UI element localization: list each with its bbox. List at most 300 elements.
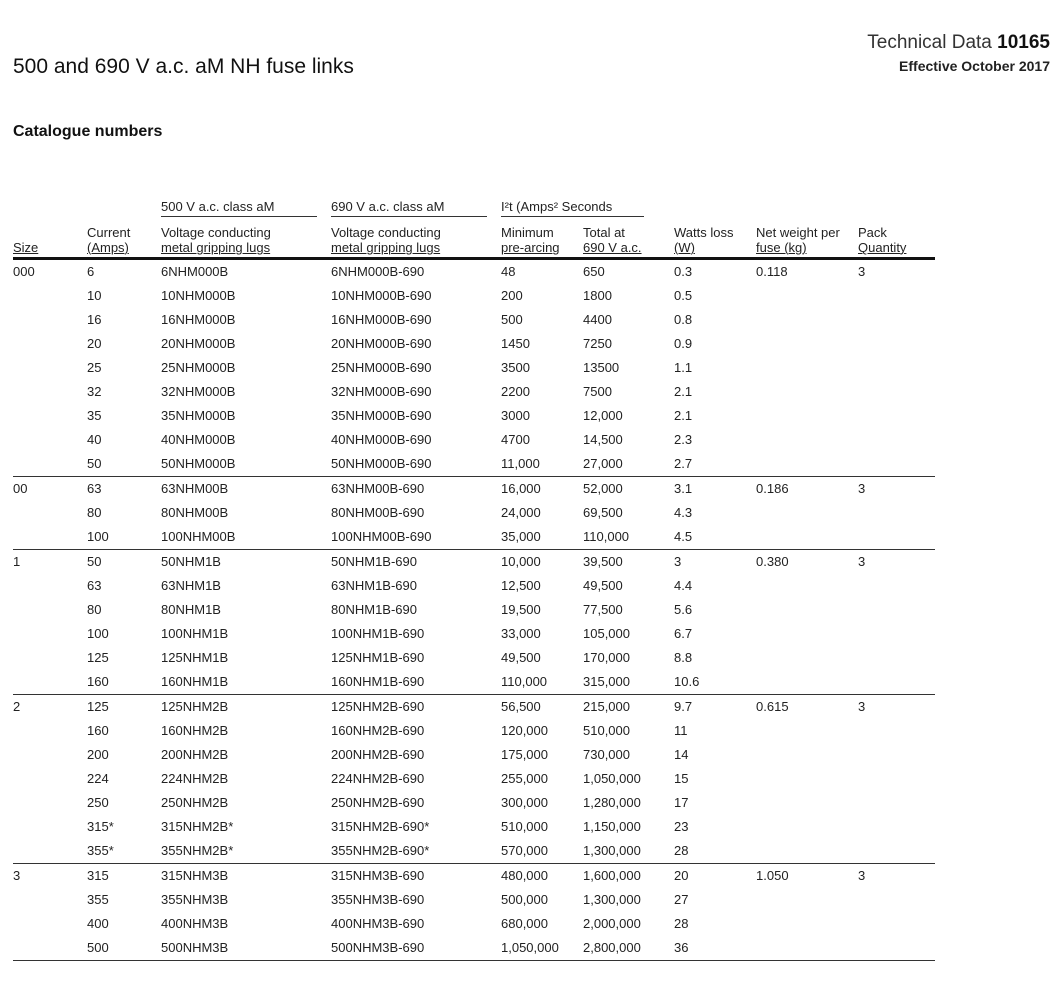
cell-min: 3500	[501, 360, 530, 375]
cell-min: 200	[501, 288, 523, 303]
header-right	[867, 32, 1050, 74]
cell-watts: 0.8	[674, 312, 693, 327]
cell-v500: 160NHM2B	[161, 723, 229, 738]
cell-weight	[756, 574, 858, 598]
cell-v500: 20NHM000B	[161, 336, 236, 351]
cell-watts: 27	[674, 892, 689, 907]
cell-min: 500	[501, 312, 523, 327]
group-header-500v: 500 V a.c. class aM	[161, 199, 317, 217]
cell-watts: 9.7	[674, 695, 756, 720]
cell-size	[13, 670, 87, 695]
cell-v690: 315NHM3B-690	[331, 864, 501, 889]
cell-v690: 40NHM000B-690	[331, 432, 432, 447]
cell-size	[13, 815, 87, 839]
cell-v690: 20NHM000B-690	[331, 336, 432, 351]
table-row	[13, 550, 935, 575]
cell-size	[13, 743, 87, 767]
column-header-min	[501, 217, 583, 259]
cell-weight	[756, 791, 858, 815]
cell-watts: 3	[674, 550, 756, 575]
cell-size	[13, 404, 87, 428]
cell-weight	[756, 912, 858, 936]
cell-size	[13, 428, 87, 452]
cell-current: 63	[87, 477, 161, 502]
cell-v500: 63NHM00B	[161, 477, 331, 502]
cell-v500: 40NHM000B	[161, 432, 236, 447]
cell-current: 50	[87, 456, 102, 471]
cell-size	[13, 308, 87, 332]
cell-v500: 315NHM3B	[161, 864, 331, 889]
cell-size	[13, 622, 87, 646]
cell-total: 215,000	[583, 695, 674, 720]
cell-v690: 10NHM000B-690	[331, 288, 432, 303]
cell-total: 1,150,000	[583, 819, 641, 834]
cell-current: 16	[87, 312, 102, 327]
catalogue-table	[13, 196, 935, 961]
cell-watts: 2.1	[674, 384, 693, 399]
column-header-line: Watts loss	[674, 225, 734, 240]
cell-watts: 14	[674, 747, 689, 762]
cell-weight: 0.380	[756, 550, 858, 575]
cell-v690: 315NHM2B-690*	[331, 819, 430, 834]
cell-min: 120,000	[501, 723, 548, 738]
cell-watts: 3.1	[674, 477, 756, 502]
cell-watts: 4.5	[674, 529, 693, 544]
cell-total: 1,050,000	[583, 771, 641, 786]
cell-v690: 100NHM00B-690	[331, 529, 432, 544]
cell-min: 56,500	[501, 695, 583, 720]
table-row	[13, 622, 935, 646]
cell-watts: 2.3	[674, 432, 693, 447]
cell-min: 10,000	[501, 550, 583, 575]
column-header-v500	[161, 217, 331, 259]
cell-watts: 28	[674, 843, 689, 858]
cell-watts: 36	[674, 936, 756, 961]
cell-min: 49,500	[501, 650, 541, 665]
cell-v690: 50NHM000B-690	[331, 456, 432, 471]
column-header-row	[13, 217, 935, 259]
cell-total: 170,000	[583, 650, 630, 665]
table-row	[13, 646, 935, 670]
cell-size	[13, 791, 87, 815]
cell-total: 2,000,000	[583, 916, 641, 931]
cell-v500: 10NHM000B	[161, 288, 236, 303]
cell-total: 39,500	[583, 550, 674, 575]
cell-min: 3000	[501, 408, 530, 423]
cell-v500: 16NHM000B	[161, 312, 236, 327]
cell-min: 2200	[501, 384, 530, 399]
column-header-line: Total at	[583, 225, 625, 240]
cell-min: 255,000	[501, 771, 548, 786]
cell-size	[13, 501, 87, 525]
cell-v500: 63NHM1B	[161, 578, 221, 593]
cell-watts: 0.3	[674, 264, 693, 279]
cell-weight	[756, 380, 858, 404]
cell-v690: 160NHM2B-690	[331, 723, 425, 738]
cell-total: 1,600,000	[583, 864, 674, 889]
cell-pack	[858, 525, 935, 550]
cell-size	[13, 646, 87, 670]
column-header-line: 690 V a.c.	[583, 240, 642, 255]
cell-current: 250	[87, 795, 109, 810]
cell-current: 125	[87, 695, 161, 720]
table-row	[13, 356, 935, 380]
cell-size	[13, 574, 87, 598]
cell-pack	[858, 719, 935, 743]
cell-current: 160	[87, 674, 109, 689]
cell-current: 10	[87, 288, 102, 303]
cell-size	[13, 452, 87, 477]
cell-min: 12,500	[501, 578, 541, 593]
column-header-current	[87, 217, 161, 259]
cell-v690: 35NHM000B-690	[331, 408, 432, 423]
cell-weight	[756, 525, 858, 550]
cell-pack	[858, 839, 935, 864]
cell-min: 24,000	[501, 505, 541, 520]
cell-pack	[858, 501, 935, 525]
cell-min: 480,000	[501, 864, 583, 889]
group-header-690v: 690 V a.c. class aM	[331, 199, 487, 217]
cell-watts: 2.7	[674, 456, 693, 471]
cell-size: 3	[13, 864, 87, 889]
cell-min: 11,000	[501, 456, 540, 471]
cell-v690: 250NHM2B-690	[331, 795, 425, 810]
group-header-row	[13, 196, 935, 217]
cell-min: 48	[501, 264, 516, 279]
cell-weight	[756, 356, 858, 380]
cell-weight	[756, 598, 858, 622]
cell-v690: 25NHM000B-690	[331, 360, 432, 375]
column-header-line: Voltage conducting	[331, 225, 441, 240]
cell-pack: 3	[858, 550, 935, 575]
column-header-pack	[858, 217, 935, 259]
cell-total: 1800	[583, 288, 612, 303]
column-header-line: Minimum	[501, 225, 554, 240]
column-header-line: Size	[13, 240, 39, 255]
cell-min: 35,000	[501, 529, 541, 544]
cell-total: 1,300,000	[583, 892, 641, 907]
cell-total: 13500	[583, 360, 620, 375]
cell-v500: 355NHM2B*	[161, 843, 234, 858]
cell-v500: 100NHM1B	[161, 626, 229, 641]
cell-v500: 125NHM1B	[161, 650, 229, 665]
cell-pack	[858, 815, 935, 839]
column-header-total	[583, 217, 674, 259]
cell-pack	[858, 888, 935, 912]
cell-current: 315*	[87, 819, 114, 834]
cell-pack	[858, 356, 935, 380]
cell-v500: 160NHM1B	[161, 674, 229, 689]
cell-size: 1	[13, 550, 87, 575]
cell-total: 69,500	[583, 505, 623, 520]
tech-label: Technical Data	[867, 32, 992, 53]
cell-min: 1,050,000	[501, 936, 583, 961]
column-header-line: metal gripping lugs	[161, 240, 271, 255]
cell-size	[13, 936, 87, 961]
cell-v500: 80NHM00B	[161, 505, 229, 520]
cell-v500: 25NHM000B	[161, 360, 236, 375]
cell-weight	[756, 501, 858, 525]
cell-pack	[858, 452, 935, 477]
cell-watts: 10.6	[674, 674, 700, 689]
cell-pack	[858, 767, 935, 791]
cell-total: 1,300,000	[583, 843, 641, 858]
cell-v500: 500NHM3B	[161, 936, 331, 961]
cell-watts: 8.8	[674, 650, 693, 665]
cell-watts: 17	[674, 795, 689, 810]
table-row	[13, 864, 935, 889]
table-row	[13, 574, 935, 598]
cell-pack: 3	[858, 695, 935, 720]
table-row	[13, 695, 935, 720]
cell-watts: 4.4	[674, 578, 693, 593]
cell-current: 63	[87, 578, 102, 593]
cell-v690: 224NHM2B-690	[331, 771, 425, 786]
cell-weight	[756, 452, 858, 477]
cell-pack	[858, 332, 935, 356]
cell-size	[13, 839, 87, 864]
cell-min: 680,000	[501, 916, 548, 931]
cell-weight	[756, 815, 858, 839]
cell-v500: 32NHM000B	[161, 384, 236, 399]
cell-min: 300,000	[501, 795, 548, 810]
cell-v500: 400NHM3B	[161, 916, 229, 931]
table-row	[13, 888, 935, 912]
effective-date: Effective October 2017	[899, 58, 1050, 74]
document-title: 500 and 690 V a.c. aM NH fuse links	[13, 55, 354, 78]
cell-pack	[858, 380, 935, 404]
cell-total: 49,500	[583, 578, 623, 593]
cell-total: 2,800,000	[583, 936, 674, 961]
cell-current: 160	[87, 723, 109, 738]
cell-current: 32	[87, 384, 102, 399]
cell-weight: 0.186	[756, 477, 858, 502]
column-header-weight	[756, 217, 858, 259]
column-header-line: (W)	[674, 240, 695, 255]
cell-watts: 20	[674, 864, 756, 889]
cell-pack	[858, 936, 935, 961]
cell-v500: 50NHM1B	[161, 550, 331, 575]
cell-weight	[756, 308, 858, 332]
column-header-v690	[331, 217, 501, 259]
cell-current: 80	[87, 602, 102, 617]
cell-weight: 0.615	[756, 695, 858, 720]
cell-pack	[858, 404, 935, 428]
tech-number: 10165	[997, 32, 1050, 53]
column-header-line: Voltage conducting	[161, 225, 271, 240]
cell-min: 4700	[501, 432, 530, 447]
cell-pack: 3	[858, 477, 935, 502]
cell-total: 315,000	[583, 674, 630, 689]
cell-size	[13, 284, 87, 308]
cell-pack	[858, 646, 935, 670]
cell-weight	[756, 404, 858, 428]
cell-watts: 11	[674, 723, 688, 738]
cell-min: 175,000	[501, 747, 548, 762]
cell-weight	[756, 428, 858, 452]
table-row	[13, 839, 935, 864]
column-header-line: metal gripping lugs	[331, 240, 441, 255]
cell-weight	[756, 839, 858, 864]
cell-total: 27,000	[583, 456, 623, 471]
column-header-line: fuse (kg)	[756, 240, 807, 255]
cell-pack	[858, 912, 935, 936]
cell-current: 125	[87, 650, 109, 665]
cell-weight	[756, 767, 858, 791]
cell-v500: 250NHM2B	[161, 795, 229, 810]
column-header-line: Pack	[858, 225, 887, 240]
cell-size	[13, 912, 87, 936]
cell-weight	[756, 743, 858, 767]
table-row	[13, 404, 935, 428]
cell-weight	[756, 719, 858, 743]
cell-v500: 6NHM000B	[161, 264, 229, 279]
table-row	[13, 598, 935, 622]
cell-size: 000	[13, 264, 35, 279]
cell-v500: 224NHM2B	[161, 771, 229, 786]
table-row	[13, 791, 935, 815]
cell-pack: 3	[858, 864, 935, 889]
cell-v500: 50NHM000B	[161, 456, 236, 471]
cell-v690: 355NHM3B-690	[331, 892, 425, 907]
cell-size	[13, 719, 87, 743]
cell-weight	[756, 936, 858, 961]
table-row	[13, 477, 935, 502]
cell-total: 77,500	[583, 602, 623, 617]
cell-min: 510,000	[501, 819, 548, 834]
cell-watts: 1.1	[674, 360, 693, 375]
cell-total: 14,500	[583, 432, 623, 447]
cell-v690: 63NHM00B-690	[331, 477, 501, 502]
cell-watts: 5.6	[674, 602, 693, 617]
cell-v690: 6NHM000B-690	[331, 264, 425, 279]
cell-v690: 80NHM1B-690	[331, 602, 417, 617]
cell-v500: 355NHM3B	[161, 892, 229, 907]
cell-pack	[858, 574, 935, 598]
catalogue-table-wrap	[13, 196, 935, 961]
cell-total: 52,000	[583, 477, 674, 502]
cell-current: 80	[87, 505, 102, 520]
cell-weight: 1.050	[756, 864, 858, 889]
cell-v690: 125NHM2B-690	[331, 695, 501, 720]
table-row	[13, 719, 935, 743]
table-row	[13, 284, 935, 308]
cell-current: 50	[87, 550, 161, 575]
cell-weight	[756, 332, 858, 356]
cell-pack: 3	[858, 264, 866, 279]
cell-v690: 80NHM00B-690	[331, 505, 425, 520]
cell-size: 00	[13, 477, 87, 502]
cell-current: 224	[87, 771, 109, 786]
table-row	[13, 936, 935, 961]
cell-v500: 80NHM1B	[161, 602, 221, 617]
cell-size: 2	[13, 695, 87, 720]
cell-watts: 0.9	[674, 336, 693, 351]
cell-total: 730,000	[583, 747, 630, 762]
cell-current: 35	[87, 408, 102, 423]
cell-v690: 32NHM000B-690	[331, 384, 432, 399]
cell-current: 355	[87, 892, 109, 907]
cell-v500: 315NHM2B*	[161, 819, 234, 834]
cell-min: 33,000	[501, 626, 541, 641]
table-row	[13, 670, 935, 695]
cell-v690: 63NHM1B-690	[331, 578, 417, 593]
cell-watts: 6.7	[674, 626, 693, 641]
table-body	[13, 259, 935, 961]
cell-v500: 125NHM2B	[161, 695, 331, 720]
cell-current: 355*	[87, 843, 114, 858]
cell-pack	[858, 308, 935, 332]
cell-total: 7250	[583, 336, 612, 351]
cell-current: 20	[87, 336, 102, 351]
cell-current: 200	[87, 747, 109, 762]
table-row	[13, 767, 935, 791]
cell-watts: 0.5	[674, 288, 693, 303]
cell-v690: 125NHM1B-690	[331, 650, 425, 665]
cell-v690: 200NHM2B-690	[331, 747, 425, 762]
group-header-i2t: I²t (Amps² Seconds	[501, 199, 644, 217]
table-row	[13, 912, 935, 936]
cell-weight	[756, 670, 858, 695]
cell-current: 40	[87, 432, 102, 447]
cell-min: 16,000	[501, 477, 583, 502]
cell-pack	[858, 743, 935, 767]
section-heading: Catalogue numbers	[13, 123, 163, 140]
cell-total: 7500	[583, 384, 612, 399]
cell-current: 500	[87, 936, 161, 961]
table-row	[13, 501, 935, 525]
cell-weight: 0.118	[756, 264, 788, 279]
cell-v500: 35NHM000B	[161, 408, 236, 423]
cell-total: 110,000	[583, 529, 630, 544]
table-row	[13, 380, 935, 404]
cell-size	[13, 332, 87, 356]
cell-min: 570,000	[501, 843, 548, 858]
cell-weight	[756, 888, 858, 912]
cell-watts: 4.3	[674, 505, 693, 520]
cell-total: 650	[583, 264, 605, 279]
cell-size	[13, 380, 87, 404]
table-row	[13, 332, 935, 356]
cell-pack	[858, 622, 935, 646]
cell-current: 100	[87, 529, 109, 544]
cell-watts: 23	[674, 819, 689, 834]
table-row	[13, 525, 935, 550]
cell-weight	[756, 622, 858, 646]
cell-current: 25	[87, 360, 102, 375]
cell-min: 1450	[501, 336, 530, 351]
cell-min: 19,500	[501, 602, 541, 617]
cell-v690: 160NHM1B-690	[331, 674, 425, 689]
column-header-line: Quantity	[858, 240, 907, 255]
cell-size	[13, 767, 87, 791]
cell-total: 4400	[583, 312, 612, 327]
cell-v690: 50NHM1B-690	[331, 550, 501, 575]
cell-weight	[756, 646, 858, 670]
cell-size	[13, 525, 87, 550]
cell-v500: 100NHM00B	[161, 529, 236, 544]
cell-current: 400	[87, 916, 109, 931]
cell-total: 1,280,000	[583, 795, 641, 810]
cell-min: 500,000	[501, 892, 548, 907]
table-row	[13, 815, 935, 839]
cell-total: 105,000	[583, 626, 630, 641]
cell-watts: 15	[674, 771, 689, 786]
table-row	[13, 743, 935, 767]
column-header-line: Net weight per	[756, 225, 840, 240]
cell-v690: 355NHM2B-690*	[331, 843, 430, 858]
cell-current: 315	[87, 864, 161, 889]
